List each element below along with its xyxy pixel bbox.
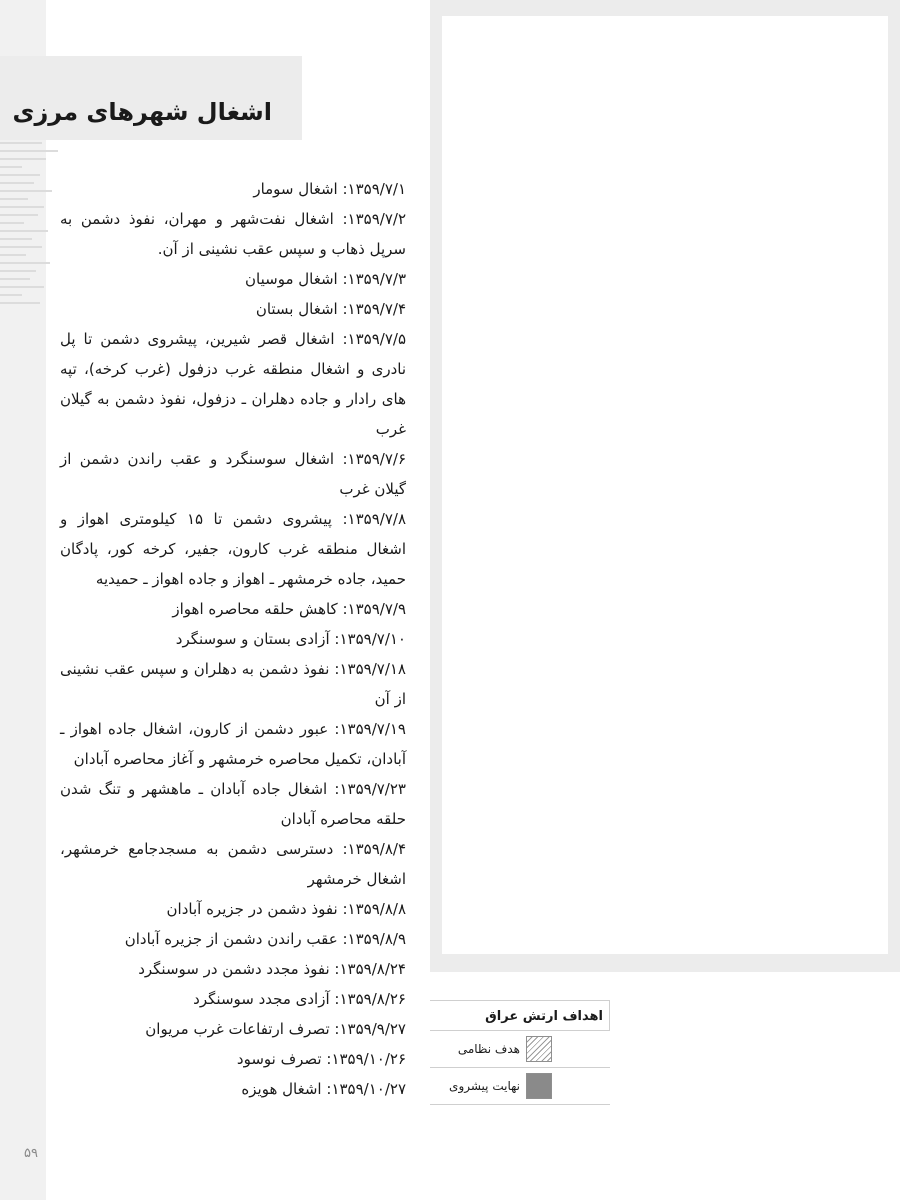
legend-title: اهداف ارتش عراق	[430, 1000, 610, 1031]
entry-text: نفوذ مجدد دشمن در سوسنگرد	[138, 960, 330, 978]
timeline-list	[60, 174, 406, 1104]
entry-text: نفوذ دشمن به دهلران و سپس عقب نشینی از آن	[60, 660, 406, 708]
timeline-entry	[60, 984, 406, 1014]
entry-text: اشغال قصر شیرین، پیشروی دشمن تا پل نادری و اشغال منطقه غرب دزفول (غرب کرخه)، تپه های رادار و جاده دهلران ـ دزفول، نفوذ دشمن به گیلان غرب	[60, 330, 406, 438]
timeline-entry	[60, 1074, 406, 1104]
timeline-entry	[60, 894, 406, 924]
timeline-entry	[60, 624, 406, 654]
entry-date: ۱۳۵۹/۷/۴:	[342, 300, 406, 318]
entry-date: ۱۳۵۹/۷/۱۹:	[334, 720, 406, 738]
legend-item-max-advance	[430, 1068, 610, 1105]
timeline-entry	[60, 174, 406, 204]
entry-date: ۱۳۵۹/۸/۲۴:	[334, 960, 406, 978]
entry-date: ۱۳۵۹/۷/۳:	[342, 270, 406, 288]
hatched-swatch-icon	[526, 1036, 552, 1062]
page-number: ۵۹	[24, 1146, 38, 1161]
entry-text: اشغال نفت‌شهر و مهران، نفوذ دشمن به سرپل ذهاب و سپس عقب نشینی از آن.	[60, 210, 406, 258]
entry-date: ۱۳۵۹/۷/۶:	[342, 450, 406, 468]
entry-text: اشغال سوسنگرد و عقب راندن دشمن از گیلان غرب	[60, 450, 406, 498]
map-panel	[442, 16, 888, 954]
entry-date: ۱۳۵۹/۸/۴:	[342, 840, 406, 858]
timeline-entry	[60, 954, 406, 984]
entry-text: نفوذ دشمن در جزیره آبادان	[166, 900, 338, 918]
timeline-entry	[60, 834, 406, 894]
entry-text: پیشروی دشمن تا ۱۵ کیلومتری اهواز و اشغال منطقه غرب کارون، جفیر، کرخه کور، پادگان حمید، جاده خرمشهر ـ اهواز و جاده اهواز ـ حمیدیه	[60, 510, 406, 588]
entry-text: اشغال هویزه	[241, 1080, 322, 1098]
timeline-entry	[60, 654, 406, 714]
timeline-entry	[60, 1014, 406, 1044]
map-area	[430, 0, 900, 972]
map-legend	[430, 1000, 610, 1105]
timeline-entry	[60, 774, 406, 834]
entry-date: ۱۳۵۹/۸/۸:	[342, 900, 406, 918]
timeline-entry	[60, 594, 406, 624]
entry-date: ۱۳۵۹/۷/۵:	[342, 330, 406, 348]
entry-text: اشغال جاده آبادان ـ ماهشهر و تنگ شدن حلقه محاصره آبادان	[60, 780, 406, 828]
entry-date: ۱۳۵۹/۸/۹:	[342, 930, 406, 948]
legend-label: نهایت پیشروی	[449, 1079, 520, 1093]
entry-date: ۱۳۵۹/۹/۲۷:	[334, 1020, 406, 1038]
entry-text: اشغال بستان	[255, 300, 338, 318]
legend-item-military-target	[430, 1031, 610, 1068]
entry-text: اشغال موسیان	[245, 270, 338, 288]
entry-text: دسترسی دشمن به مسجدجامع خرمشهر، اشغال خرمشهر	[60, 840, 406, 888]
timeline-entry	[60, 294, 406, 324]
entry-date: ۱۳۵۹/۷/۲:	[342, 210, 406, 228]
entry-text: کاهش حلقه محاصره اهواز	[172, 600, 338, 618]
entry-date: ۱۳۵۹/۷/۱:	[342, 180, 406, 198]
timeline-entry	[60, 714, 406, 774]
timeline-entry	[60, 924, 406, 954]
entry-date: ۱۳۵۹/۷/۸:	[342, 510, 406, 528]
entry-text: تصرف ارتفاعات غرب مریوان	[145, 1020, 330, 1038]
entry-date: ۱۳۵۹/۸/۲۶:	[334, 990, 406, 1008]
timeline-entry	[60, 504, 406, 594]
entry-text: اشغال سومار	[253, 180, 338, 198]
timeline-entry	[60, 324, 406, 444]
entry-date: ۱۳۵۹/۷/۱۸:	[334, 660, 406, 678]
entry-date: ۱۳۵۹/۱۰/۲۷:	[326, 1080, 406, 1098]
legend-label: هدف نظامی	[457, 1042, 520, 1056]
entry-text: تصرف نوسود	[236, 1050, 322, 1068]
entry-date: ۱۳۵۹/۷/۱۰:	[334, 630, 406, 648]
timeline-entry	[60, 264, 406, 294]
page-title: اشغال شهرهای مرزی	[12, 98, 272, 126]
entry-text: عقب راندن دشمن از جزیره آبادان	[124, 930, 338, 948]
timeline-entry	[60, 204, 406, 264]
solid-swatch-icon	[526, 1073, 552, 1099]
entry-text: آزادی مجدد سوسنگرد	[193, 990, 330, 1008]
entry-date: ۱۳۵۹/۷/۹:	[342, 600, 406, 618]
entry-date: ۱۳۵۹/۱۰/۲۶:	[326, 1050, 406, 1068]
entry-date: ۱۳۵۹/۷/۲۳:	[334, 780, 406, 798]
entry-text: آزادی بستان و سوسنگرد	[175, 630, 330, 648]
timeline-entry	[60, 1044, 406, 1074]
entry-text: عبور دشمن از کارون، اشغال جاده اهواز ـ آبادان، تکمیل محاصره خرمشهر و آغاز محاصره آبادان	[60, 720, 406, 768]
decorative-stripes-middle	[0, 150, 60, 310]
timeline-entry	[60, 444, 406, 504]
